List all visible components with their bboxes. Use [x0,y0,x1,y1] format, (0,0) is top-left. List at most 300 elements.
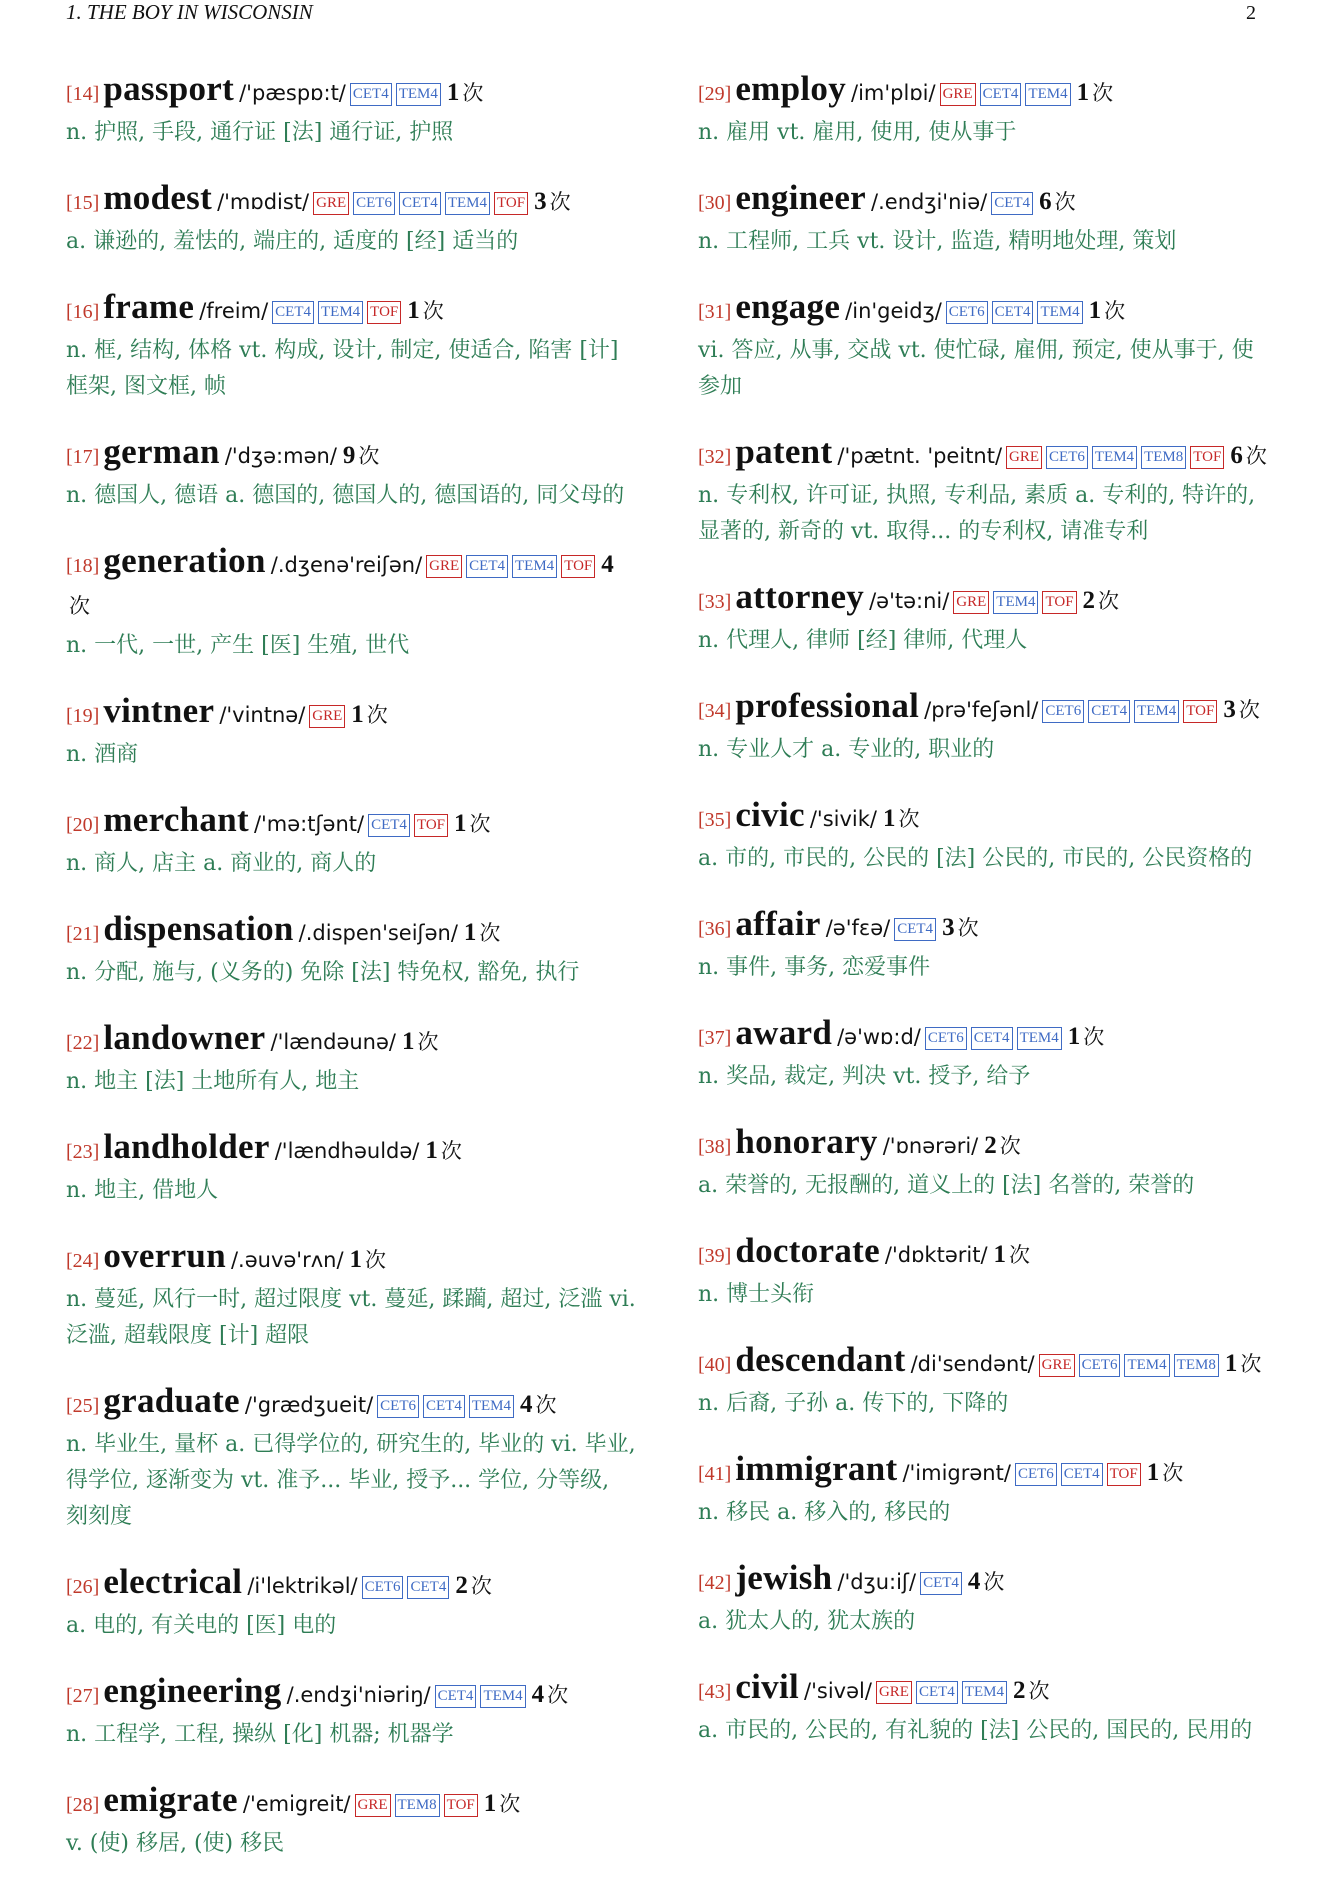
occurrence-count: 1 [454,810,467,837]
occurrence-unit: 次 [358,444,380,468]
entry-index: [14] [66,83,100,105]
exam-tags [872,1685,1007,1702]
entry-word: landholder [103,1127,270,1166]
entry-phonetic: /'vintnə/ [219,703,306,727]
entry-word: affair [735,904,821,943]
entry-headline [66,1128,636,1173]
entry-word: frame [103,287,195,326]
exam-tag: CET4 [423,1395,465,1418]
occurrence-unit: 次 [422,299,444,323]
entry-index: [19] [66,705,100,727]
entry-phonetic: /'dʒu:iʃ/ [837,1570,917,1594]
entry-word: jewish [735,1558,833,1597]
entry-phonetic: /'sivik/ [809,807,877,831]
left-column [66,70,636,1890]
entry-index: [20] [66,814,100,836]
exam-tag: CET4 [399,192,441,215]
occurrence-unit: 次 [547,1683,569,1707]
entry-phonetic: /.dʒenə'reiʃən/ [270,553,423,577]
vocab-entry [698,1341,1270,1422]
occurrence-count: 6 [1230,442,1243,469]
occurrence-unit: 次 [1162,1461,1184,1485]
occurrence-unit: 次 [1098,589,1120,613]
vocab-entry [66,1019,636,1100]
chapter-title: 1. THE BOY IN WISCONSIN [66,0,313,24]
entry-phonetic: /'grædʒueit/ [244,1393,374,1417]
exam-tag: TEM4 [396,83,441,106]
exam-tag: GRE [355,1794,391,1817]
exam-tag: CET4 [1061,1463,1103,1486]
page-header [66,0,1256,30]
entry-definition: n. 护照, 手段, 通行证 [法] 通行证, 护照 [66,120,454,145]
entry-phonetic: /'dɒktərit/ [884,1243,988,1267]
exam-tags [431,1689,526,1706]
vocab-entry [66,433,636,514]
exam-tag: CET6 [946,301,988,324]
entry-headline [698,578,1270,623]
entry-phonetic: /'pætnt. 'peitnt/ [837,444,1003,468]
occurrence-count: 4 [601,551,614,578]
vocab-entry [66,1128,636,1209]
exam-tags [1038,704,1217,721]
entry-phonetic: /'emigreit/ [242,1792,351,1816]
entry-index: [41] [698,1463,732,1485]
occurrence-unit: 次 [983,1570,1005,1594]
exam-tags [942,305,1083,322]
exam-tag: TEM8 [1141,446,1186,469]
occurrence-unit: 次 [1009,1243,1031,1267]
vocab-entry [66,1382,636,1535]
vocab-entry [66,692,636,773]
occurrence-count: 3 [534,188,547,215]
occurrence-count: 3 [942,914,955,941]
entry-phonetic: /'dʒə:mən/ [224,444,337,468]
entry-word: award [735,1013,833,1052]
occurrence-count: 1 [1067,1023,1081,1050]
entry-phonetic: /freim/ [199,299,269,323]
entry-definition: a. 市民的, 公民的, 有礼貌的 [法] 公民的, 国民的, 民用的 [698,1718,1253,1743]
exam-tags [921,1031,1062,1048]
entry-index: [18] [66,555,100,577]
exam-tags [309,196,528,213]
entry-definition: a. 犹太人的, 犹太族的 [698,1609,916,1634]
entry-phonetic: /prə'feʃənl/ [924,698,1039,722]
occurrence-count: 2 [984,1132,997,1159]
entry-phonetic: /'pæspɒ:t/ [239,81,346,105]
entry-phonetic: /ə'tə:ni/ [869,589,950,613]
exam-tags [916,1576,962,1593]
entry-index: [42] [698,1572,732,1594]
entry-definition: n. 后裔, 子孙 a. 传下的, 下降的 [698,1391,1009,1416]
vocab-entry [66,1781,636,1862]
entry-headline [66,433,636,478]
occurrence-count: 1 [401,1028,415,1055]
occurrence-unit: 次 [549,190,571,214]
occurrence-unit: 次 [470,1574,492,1598]
occurrence-count: 4 [520,1391,533,1418]
entry-definition: n. 博士头衔 [698,1282,815,1307]
entry-index: [34] [698,700,732,722]
exam-tag: TEM4 [1124,1354,1169,1377]
exam-tag: CET6 [377,1395,419,1418]
entry-headline [698,1450,1270,1495]
entry-phonetic: /'lændhəuldə/ [274,1139,420,1163]
occurrence-count: 2 [1012,1677,1026,1704]
entry-word: overrun [103,1236,226,1275]
exam-tag: CET4 [272,301,314,324]
exam-tag: CET4 [980,83,1022,106]
exam-tag: TEM4 [512,555,557,578]
entry-index: [22] [66,1032,100,1054]
entry-word: civil [735,1667,800,1706]
exam-tag: TEM4 [962,1681,1007,1704]
entry-word: modest [103,178,213,217]
entry-index: [43] [698,1681,732,1703]
occurrence-unit: 次 [535,1393,557,1417]
entry-phonetic: /in'geidʒ/ [845,299,942,323]
entry-index: [23] [66,1141,100,1163]
entry-phonetic: /di'sendənt/ [910,1352,1035,1376]
occurrence-count: 2 [1082,587,1096,614]
entry-index: [33] [698,591,732,613]
occurrence-unit: 次 [365,1248,387,1272]
exam-tags [936,87,1071,104]
exam-tag: CET4 [350,83,392,106]
entry-headline [66,1382,636,1427]
exam-tags [1011,1467,1141,1484]
exam-tag: GRE [426,555,462,578]
entry-definition: n. 事件, 事务, 恋爱事件 [698,955,931,980]
vocab-entry [698,1668,1270,1749]
entry-word: generation [103,541,266,580]
entry-word: electrical [103,1562,243,1601]
entry-headline [698,70,1270,115]
exam-tag: GRE [1039,1354,1075,1377]
exam-tag: TOF [561,555,595,578]
entry-index: [30] [698,192,732,214]
occurrence-count: 1 [463,919,477,946]
entry-phonetic: /.endʒi'niəriŋ/ [286,1683,431,1707]
entry-headline [66,692,636,737]
entry-headline [66,179,636,224]
entry-headline [66,801,636,846]
occurrence-count: 2 [455,1572,468,1599]
entry-definition: a. 市的, 市民的, 公民的 [法] 公民的, 市民的, 公民资格的 [698,846,1253,871]
vocab-entry [66,1672,636,1753]
occurrence-count: 1 [483,1790,497,1817]
exam-tag: TOF [367,301,401,324]
vocab-entry [66,288,636,405]
exam-tag: CET6 [362,1576,404,1599]
occurrence-count: 1 [1224,1350,1238,1377]
occurrence-unit: 次 [999,1134,1021,1158]
exam-tag: CET6 [1046,446,1088,469]
occurrence-count: 1 [882,805,896,832]
entry-definition: n. 地主, 借地人 [66,1178,219,1203]
entry-headline [698,288,1270,333]
entry-definition: v. (使) 移居, (使) 移民 [66,1831,285,1856]
exam-tags [422,559,595,576]
entry-definition: n. 专业人才 a. 专业的, 职业的 [698,737,995,762]
occurrence-count: 4 [531,1681,545,1708]
vocab-entry [698,70,1270,151]
entry-phonetic: /'imigrənt/ [902,1461,1011,1485]
entry-headline [698,796,1270,841]
exam-tag: GRE [309,705,345,728]
entry-phonetic: /'ɒnərəri/ [882,1134,979,1158]
occurrence-unit: 次 [1240,1352,1262,1376]
entry-phonetic: /.endʒi'niə/ [871,190,988,214]
occurrence-count: 9 [342,442,356,469]
entry-index: [35] [698,809,732,831]
exam-tags [373,1399,514,1416]
entry-definition: n. 框, 结构, 体格 vt. 构成, 设计, 制定, 使适合, 陷害 [计] 框架, 图文框, 帧 [66,338,619,399]
exam-tag: CET4 [992,301,1034,324]
vocab-entry [66,801,636,882]
entry-definition: n. 奖品, 裁定, 判决 vt. 授予, 给予 [698,1064,1031,1089]
vocab-entry [698,578,1270,659]
exam-tag: CET4 [435,1685,477,1708]
occurrence-count: 1 [1146,1459,1160,1486]
exam-tag: TOF [494,192,528,215]
vocab-entry [698,179,1270,260]
exam-tag: GRE [876,1681,912,1704]
entry-headline [66,1563,636,1608]
occurrence-unit: 次 [1104,299,1126,323]
entry-index: [29] [698,83,732,105]
exam-tag: TOF [444,1794,478,1817]
occurrence-count: 1 [425,1137,438,1164]
vocab-entry [698,1232,1270,1313]
entry-index: [32] [698,446,732,468]
entry-word: immigrant [735,1449,898,1488]
exam-tags [1002,450,1224,467]
entry-definition: n. 工程学, 工程, 操纵 [化] 机器; 机器学 [66,1722,454,1747]
exam-tag: TEM4 [1025,83,1070,106]
exam-tag: TEM4 [993,591,1038,614]
occurrence-count: 1 [446,79,460,106]
vocab-entry [698,433,1270,550]
vocab-entry [66,542,636,664]
exam-tag: CET4 [368,814,410,837]
exam-tag: TOF [1042,591,1076,614]
exam-tags [351,1798,478,1815]
exam-tag: CET4 [916,1681,958,1704]
exam-tag: TOF [1190,446,1224,469]
entry-headline [66,1019,636,1064]
exam-tag: TEM8 [395,1794,440,1817]
vocab-entry [66,910,636,991]
occurrence-unit: 次 [440,1139,462,1163]
exam-tag: CET4 [1088,700,1130,723]
vocab-entry [698,1450,1270,1531]
entry-phonetic: /'mə:tʃənt/ [253,812,365,836]
entry-index: [27] [66,1685,100,1707]
entry-definition: n. 地主 [法] 土地所有人, 地主 [66,1069,360,1094]
vocab-entry [698,1559,1270,1640]
entry-definition: n. 毕业生, 量杯 a. 已得学位的, 研究生的, 毕业的 vi. 毕业, 得学位, 逐渐变为 vt. 准予... 毕业, 授予... 学位, 分等级, 刻刻度 [66,1432,636,1529]
entry-phonetic: /.dispen'seiʃən/ [298,921,458,945]
entry-definition: n. 蔓延, 风行一时, 超过限度 vt. 蔓延, 蹂躏, 超过, 泛滥 vi. 泛滥, 超载限度 [计] 超限 [66,1287,636,1348]
exam-tag: CET4 [991,192,1033,215]
entry-index: [40] [698,1354,732,1376]
entry-index: [36] [698,918,732,940]
occurrence-unit: 次 [1054,190,1076,214]
entry-word: doctorate [735,1231,880,1270]
entry-headline [698,1668,1270,1713]
exam-tag: CET4 [407,1576,449,1599]
entry-headline [698,1014,1270,1059]
entry-word: patent [735,432,833,471]
exam-tag: TEM4 [1092,446,1137,469]
exam-tag: TOF [1183,700,1217,723]
vocab-entry [66,1237,636,1354]
vocab-entry [66,1563,636,1644]
entry-word: engineer [735,178,867,217]
entry-index: [16] [66,301,100,323]
vocab-entry [698,1014,1270,1095]
occurrence-count: 1 [407,297,420,324]
entry-definition: a. 谦逊的, 羞怯的, 端庄的, 适度的 [经] 适当的 [66,229,519,254]
exam-tag: CET6 [353,192,395,215]
entry-word: attorney [735,577,865,616]
occurrence-unit: 次 [69,594,90,618]
occurrence-unit: 次 [1092,81,1114,105]
exam-tags [890,922,936,939]
entry-definition: n. 德国人, 德语 a. 德国的, 德国人的, 德国语的, 同父母的 [66,483,625,508]
entry-word: engineering [103,1671,282,1710]
entry-phonetic: /im'plɒi/ [851,81,936,105]
occurrence-unit: 次 [469,812,491,836]
entry-index: [17] [66,446,100,468]
entry-word: emigrate [103,1780,238,1819]
entry-definition: n. 分配, 施与, (义务的) 免除 [法] 特免权, 豁免, 执行 [66,960,580,985]
vocab-entry [66,70,636,151]
occurrence-count: 1 [349,1246,363,1273]
entry-headline [66,70,636,115]
entry-word: vintner [103,691,215,730]
entry-index: [39] [698,1245,732,1267]
exam-tag: GRE [940,83,976,106]
entry-index: [28] [66,1794,100,1816]
exam-tags [358,1580,450,1597]
occurrence-unit: 次 [462,81,484,105]
exam-tag: CET6 [1079,1354,1121,1377]
entry-word: passport [103,69,235,108]
entry-headline [698,1123,1270,1168]
entry-definition: n. 代理人, 律师 [经] 律师, 代理人 [698,628,1028,653]
occurrence-unit: 次 [1083,1025,1105,1049]
occurrence-unit: 次 [898,807,920,831]
exam-tag: CET6 [1015,1463,1057,1486]
entry-word: german [103,432,220,471]
exam-tags [364,818,448,835]
exam-tag: TOF [1107,1463,1141,1486]
exam-tag: TEM4 [445,192,490,215]
occurrence-count: 6 [1039,188,1052,215]
occurrence-count: 3 [1223,696,1236,723]
exam-tag: TEM4 [1134,700,1179,723]
entry-headline [66,542,636,628]
vocab-entry [698,905,1270,986]
vocab-entry [698,687,1270,768]
entry-word: employ [735,69,847,108]
entry-index: [38] [698,1136,732,1158]
entry-definition: n. 工程师, 工兵 vt. 设计, 监造, 精明地处理, 策划 [698,229,1177,254]
entry-word: merchant [103,800,249,839]
occurrence-unit: 次 [366,703,388,727]
entry-word: engage [735,287,841,326]
entry-headline [66,288,636,333]
exam-tag: CET4 [466,555,508,578]
entry-definition: a. 电的, 有关电的 [医] 电的 [66,1613,337,1638]
entry-definition: n. 移民 a. 移入的, 移民的 [698,1500,951,1525]
vocab-entry [698,796,1270,877]
entry-word: descendant [735,1340,906,1379]
entry-index: [25] [66,1395,100,1417]
entry-word: dispensation [103,909,294,948]
entry-definition: n. 一代, 一世, 产生 [医] 生殖, 世代 [66,633,410,658]
entry-word: professional [735,686,920,725]
exam-tag: GRE [313,192,349,215]
occurrence-unit: 次 [1238,698,1260,722]
occurrence-unit: 次 [1245,444,1267,468]
exam-tag: CET4 [971,1027,1013,1050]
exam-tag: TOF [414,814,448,837]
entry-phonetic: /i'lektrikəl/ [247,1574,358,1598]
entry-phonetic: /ə'wɒ:d/ [837,1025,921,1049]
entry-headline [66,910,636,955]
occurrence-unit: 次 [417,1030,439,1054]
exam-tags [1035,1358,1219,1375]
entry-definition: n. 雇用 vt. 雇用, 使用, 使从事于 [698,120,1017,145]
entry-headline [698,687,1270,732]
exam-tag: TEM4 [1017,1027,1062,1050]
occurrence-unit: 次 [479,921,501,945]
entry-phonetic: /ə'fɛə/ [825,916,891,940]
entry-index: [15] [66,192,100,214]
entry-index: [31] [698,301,732,323]
occurrence-count: 1 [351,701,364,728]
exam-tags [949,595,1076,612]
occurrence-count: 1 [993,1241,1007,1268]
exam-tag: TEM4 [318,301,363,324]
exam-tag: TEM4 [469,1395,514,1418]
occurrence-count: 1 [1076,79,1090,106]
vocab-entry [66,179,636,260]
entry-phonetic: /'mɒdist/ [217,190,310,214]
entry-headline [698,1559,1270,1604]
entry-headline [698,179,1270,224]
entry-index: [21] [66,923,100,945]
vocab-entry [698,1123,1270,1204]
entry-index: [26] [66,1576,100,1598]
page-number: 2 [1246,2,1256,24]
occurrence-count: 1 [1088,297,1102,324]
vocab-entry [698,288,1270,405]
entry-word: landowner [103,1018,266,1057]
exam-tags [987,196,1033,213]
entry-headline [698,1341,1270,1386]
entry-word: graduate [103,1381,240,1420]
exam-tag: GRE [953,591,989,614]
entry-headline [698,433,1270,478]
entry-definition: vi. 答应, 从事, 交战 vt. 使忙碌, 雇佣, 预定, 使从事于, 使参加 [698,338,1254,399]
occurrence-unit: 次 [1028,1679,1050,1703]
exam-tag: CET6 [1042,700,1084,723]
exam-tag: TEM4 [1037,301,1082,324]
entry-index: [37] [698,1027,732,1049]
